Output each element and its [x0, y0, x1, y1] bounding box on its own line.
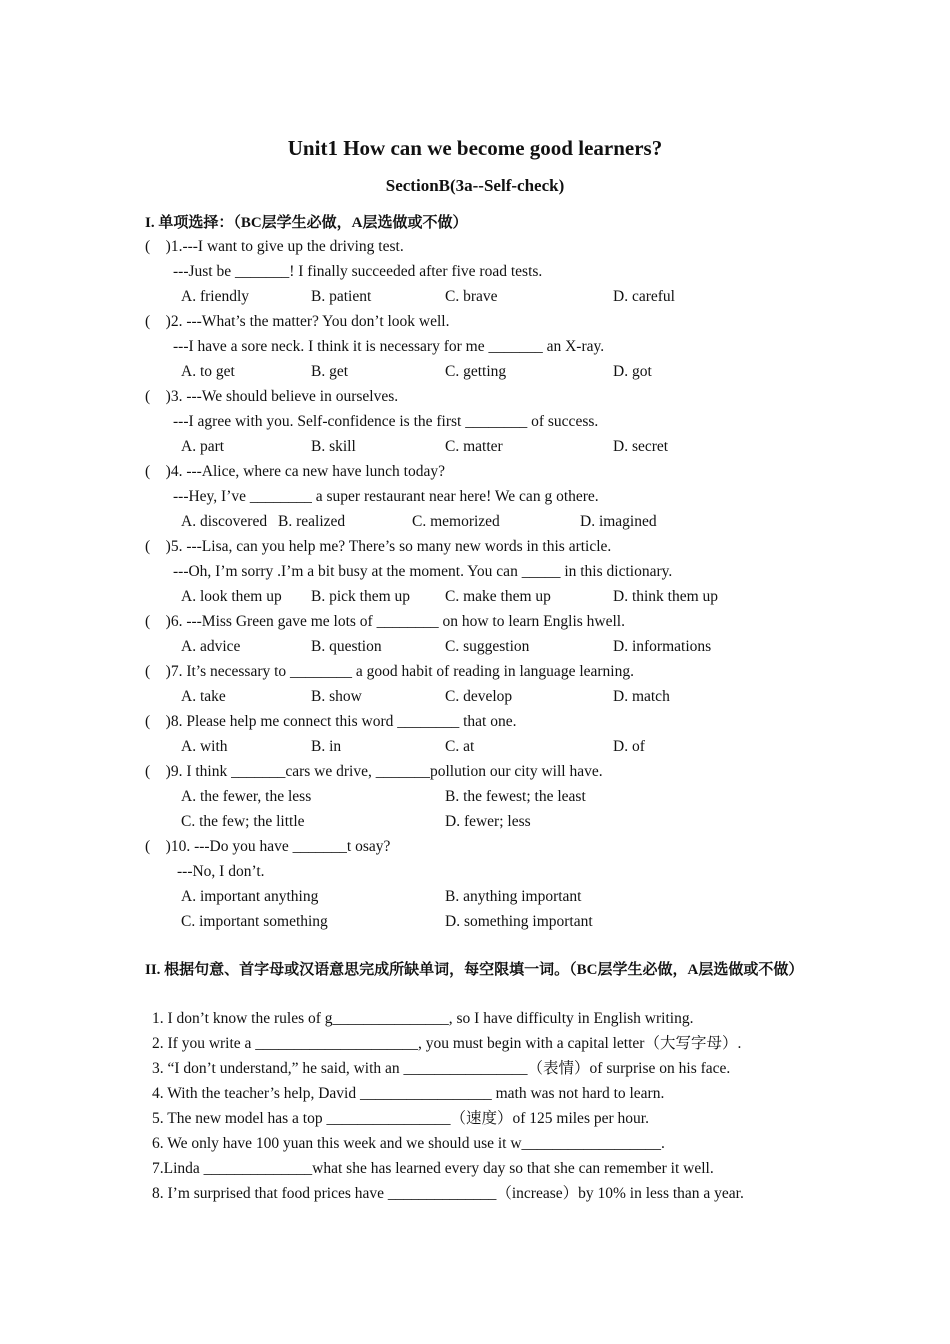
question-4-stem: ( )4. ---Alice, where ca new have lunch today? [145, 463, 445, 480]
question-5-option-a: A. look them up [181, 588, 282, 605]
question-8-option-b: B. in [311, 738, 342, 755]
question-2-option-b: B. get [311, 363, 349, 380]
question-3-option-b: B. skill [311, 438, 356, 455]
question-6-option-c: C. suggestion [445, 638, 530, 655]
page-title: Unit1 How can we become good learners? [287, 136, 663, 160]
question-8-option-d: D. of [613, 738, 645, 755]
question-1-option-d: D. careful [613, 288, 675, 305]
question-10-option-c: C. important something [181, 913, 328, 930]
question-9-option-a: A. the fewer, the less [181, 788, 312, 805]
question-3-reply: ---I agree with you. Self-confidence is the first ________ of success. [173, 413, 599, 430]
question-4-reply: ---Hey, I’ve ________ a super restaurant near here! We can g othere. [173, 488, 599, 505]
question-9-option-d: D. fewer; less [445, 813, 531, 830]
question-2-option-a: A. to get [181, 363, 235, 380]
question-10-stem: ( )10. ---Do you have _______t osay? [145, 838, 391, 855]
fill-item-5: 5. The new model has a top ________________（速度）of 125 miles per hour. [152, 1110, 649, 1127]
question-3-option-a: A. part [181, 438, 225, 455]
fill-item-1: 1. I don’t know the rules of g_______________, so I have difficulty in English writing. [152, 1010, 694, 1027]
question-5-reply: ---Oh, I’m sorry .I’m a bit busy at the moment. You can _____ in this dictionary. [173, 563, 673, 580]
question-1-stem: ( )1.---I want to give up the driving test. [145, 238, 404, 255]
fill-item-4: 4. With the teacher’s help, David _________________ math was not hard to learn. [152, 1085, 665, 1102]
section-1-heading: I. 单项选择：（BC层学生必做，A层选做或不做） [145, 215, 468, 231]
question-6-stem: ( )6. ---Miss Green gave me lots of ________ on how to learn Englis hwell. [145, 613, 625, 630]
question-6-option-a: A. advice [181, 638, 241, 655]
question-1-option-b: B. patient [311, 288, 372, 305]
question-9-option-b: B. the fewest; the least [445, 788, 586, 805]
section-2-heading: II. 根据句意、首字母或汉语意思完成所缺单词，每空限填一词。（BC层学生必做，A层选做或不做） [145, 962, 804, 978]
question-8-option-c: C. at [445, 738, 475, 755]
question-7-stem: ( )7. It’s necessary to ________ a good habit of reading in language learning. [145, 663, 634, 680]
question-8-stem: ( )8. Please help me connect this word ________ that one. [145, 713, 517, 730]
question-10-option-a: A. important anything [181, 888, 319, 905]
question-2-reply: ---I have a sore neck. I think it is necessary for me _______ an X-ray. [173, 338, 605, 355]
fill-item-6: 6. We only have 100 yuan this week and we should use it w__________________. [152, 1135, 665, 1152]
question-4-option-d: D. imagined [580, 513, 657, 530]
question-4-option-b: B. realized [278, 513, 346, 530]
question-2-option-d: D. got [613, 363, 652, 380]
question-6-option-b: B. question [311, 638, 382, 655]
question-4-option-c: C. memorized [412, 513, 500, 530]
page-subtitle: SectionB(3a--Self-check) [385, 176, 565, 195]
question-1-option-c: C. brave [445, 288, 498, 305]
question-10-option-b: B. anything important [445, 888, 582, 905]
question-5-option-d: D. think them up [613, 588, 719, 605]
question-7-option-d: D. match [613, 688, 670, 705]
question-2-stem: ( )2. ---What’s the matter? You don’t look well. [145, 313, 450, 330]
fill-item-8: 8. I’m surprised that food prices have ______________（increase）by 10% in less than a year. [152, 1185, 744, 1202]
question-8-option-a: A. with [181, 738, 228, 755]
question-7-option-a: A. take [181, 688, 226, 705]
question-10-reply: ---No, I don’t. [177, 863, 265, 880]
question-5-option-b: B. pick them up [311, 588, 411, 605]
question-7-option-b: B. show [311, 688, 362, 705]
question-7-option-c: C. develop [445, 688, 513, 705]
question-6-option-d: D. informations [613, 638, 712, 655]
question-9-stem: ( )9. I think _______cars we drive, _______pollution our city will have. [145, 763, 603, 780]
question-1-reply: ---Just be _______! I finally succeeded after five road tests. [173, 263, 543, 280]
fill-item-7: 7.Linda ______________what she has learned every day so that she can remember it well. [152, 1160, 714, 1177]
question-3-stem: ( )3. ---We should believe in ourselves. [145, 388, 399, 405]
question-5-stem: ( )5. ---Lisa, can you help me? There’s so many new words in this article. [145, 538, 612, 555]
question-9-option-c: C. the few; the little [181, 813, 305, 830]
question-4-option-a: A. discovered [181, 513, 268, 530]
question-3-option-c: C. matter [445, 438, 503, 455]
question-10-option-d: D. something important [445, 913, 593, 930]
question-5-option-c: C. make them up [445, 588, 551, 605]
fill-item-3: 3. “I don’t understand,” he said, with an ________________（表情）of surprise on his face. [152, 1060, 731, 1077]
question-1-option-a: A. friendly [181, 288, 250, 305]
question-3-option-d: D. secret [613, 438, 669, 455]
question-2-option-c: C. getting [445, 363, 507, 380]
fill-item-2: 2. If you write a _____________________, you must begin with a capital letter（大写字母）. [152, 1035, 742, 1052]
